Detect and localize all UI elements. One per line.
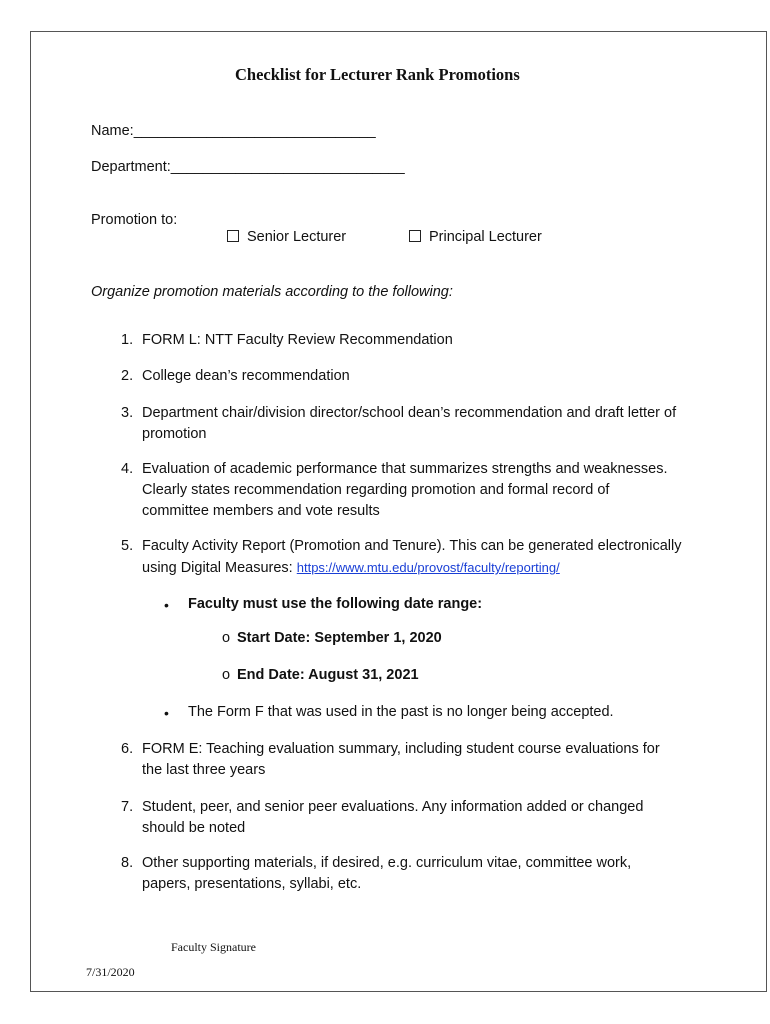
list-item: FORM E: Teaching evaluation summary, including student course evaluations for the last three years <box>142 741 660 778</box>
name-field[interactable]: Name:______________________________ <box>91 123 376 139</box>
principal-lecturer-checkbox[interactable] <box>409 230 421 242</box>
promotion-label: Promotion to: <box>91 212 178 228</box>
end-date: End Date: August 31, 2021 <box>237 667 419 683</box>
department-field[interactable]: Department:_____________________________ <box>91 159 405 175</box>
list-item: Evaluation of academic performance that summarizes strengths and weaknesses. Clearly states recommendation regarding promotion and formal record of committee members and vote results <box>142 461 668 519</box>
item-number: 2. <box>121 368 134 384</box>
form-f-note: The Form F that was used in the past is no longer being accepted. <box>188 704 614 720</box>
item-number: 8. <box>121 855 134 871</box>
start-date: Start Date: September 1, 2020 <box>237 630 442 646</box>
instructions-text: Organize promotion materials according to the following: <box>91 284 453 300</box>
list-item-text: Faculty Activity Report (Promotion and Tenure). This can be generated electronically using Digital Measures: <box>142 538 682 576</box>
list-item: Department chair/division director/school dean’s recommendation and draft letter of promotion <box>142 405 677 442</box>
list-item: FORM L: NTT Faculty Review Recommendation <box>142 332 453 348</box>
senior-lecturer-option[interactable] <box>227 229 346 245</box>
principal-lecturer-option[interactable] <box>409 229 542 245</box>
senior-lecturer-label: Senior Lecturer <box>247 229 347 245</box>
item-number: 6. <box>121 741 134 757</box>
item-number: 5. <box>121 538 134 554</box>
page-title: Checklist for Lecturer Rank Promotions <box>235 65 520 84</box>
item-number: 1. <box>121 332 134 348</box>
bullet-icon: • <box>164 705 169 721</box>
bullet-icon: • <box>164 597 169 613</box>
item-number: 4. <box>121 461 134 477</box>
senior-lecturer-checkbox[interactable] <box>227 230 239 242</box>
list-item: Student, peer, and senior peer evaluations. Any information added or changed should be noted <box>142 799 644 836</box>
digital-measures-link[interactable]: https://www.mtu.edu/provost/faculty/reporting/ <box>296 560 560 575</box>
list-item: College dean’s recommendation <box>142 368 350 384</box>
footer-date: 7/31/2020 <box>86 965 135 979</box>
date-range-note: Faculty must use the following date range: <box>188 596 483 612</box>
list-item: Other supporting materials, if desired, e.g. curriculum vitae, committee work, papers, presentations, syllabi, etc. <box>142 855 632 892</box>
circle-bullet-icon: o <box>222 630 231 646</box>
item-number: 7. <box>121 799 134 815</box>
principal-lecturer-label: Principal Lecturer <box>429 229 542 245</box>
list-item <box>142 536 682 579</box>
item-number: 3. <box>121 405 134 421</box>
circle-bullet-icon: o <box>222 667 231 683</box>
signature-label: Faculty Signature <box>171 940 256 954</box>
